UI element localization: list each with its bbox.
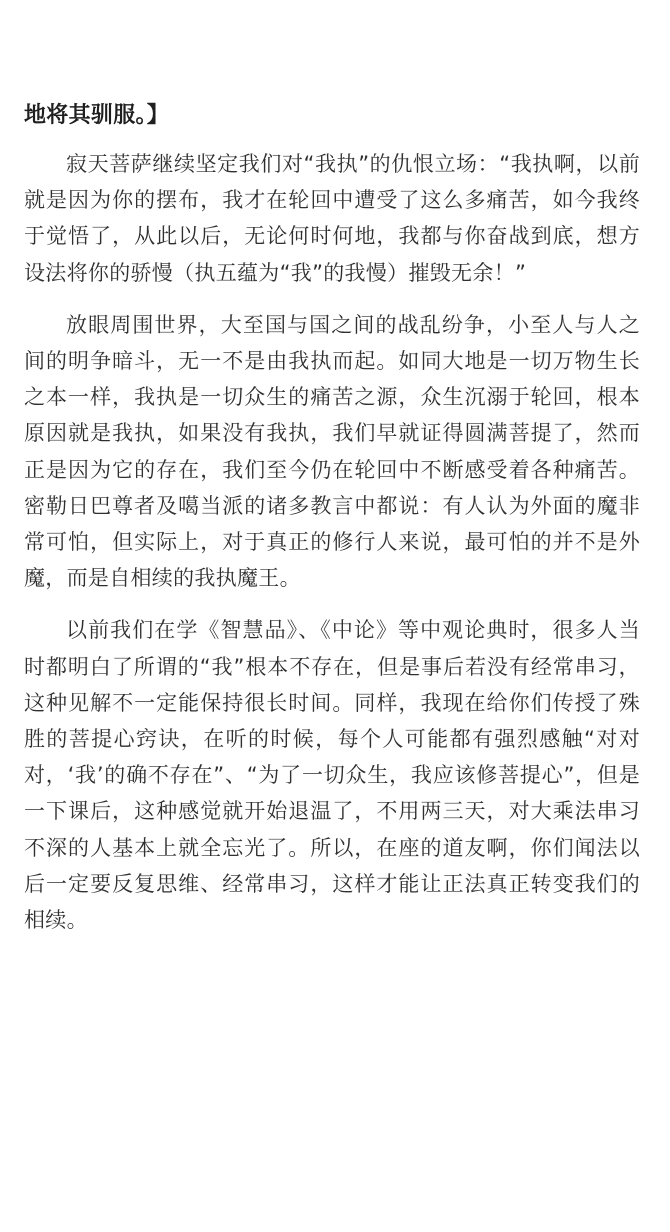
paragraph-1: 寂天菩萨继续坚定我们对“我执”的仇恨立场：“我执啊，以前就是因为你的摆布，我才在轮回中遭受了这么多痛苦，如今我终于觉悟了，从此以后，无论何时何地，我都与你奋战到底，想方设法将你的骄慢（执五蕴为“我”的我慢）摧毁无余！”	[24, 152, 640, 285]
section-heading: 地将其驯服。】	[24, 103, 170, 128]
article-body	[24, 96, 640, 954]
paragraph-3: 以前我们在学《智慧品》、《中论》等中观论典时，很多人当时都明白了所谓的“我”根本不存在，但是事后若没有经常串习，这种见解不一定能保持很长时间。同样，我现在给你们传授了殊胜的菩提心窍诀，在听的时候，每个人可能都有强烈感触“对对对，‘我’的确不存在”、“为了一切众生，我应该修菩提心”，但是一下课后，这种感觉就开始退温了，不用两三天，对大乘法串习不深的人基本上就全忘光了。所以，在座的道友啊，你们闻法以后一定要反复思维、经常串习，这样才能让正法真正转变我们的相续。	[24, 618, 640, 933]
paragraph-2: 放眼周围世界，大至国与国之间的战乱纷争，小至人与人之间的明争暗斗，无一不是由我执而起。如同大地是一切万物生长之本一样，我执是一切众生的痛苦之源，众生沉溺于轮回，根本原因就是我执，如果没有我执，我们早就证得圆满菩提了，然而正是因为它的存在，我们至今仍在轮回中不断感受着各种痛苦。密勒日巴尊者及噶当派的诸多教言中都说：有人认为外面的魔非常可怕，但实际上，对于真正的修行人来说，最可怕的并不是外魔，而是自相续的我执魔王。	[24, 312, 640, 591]
